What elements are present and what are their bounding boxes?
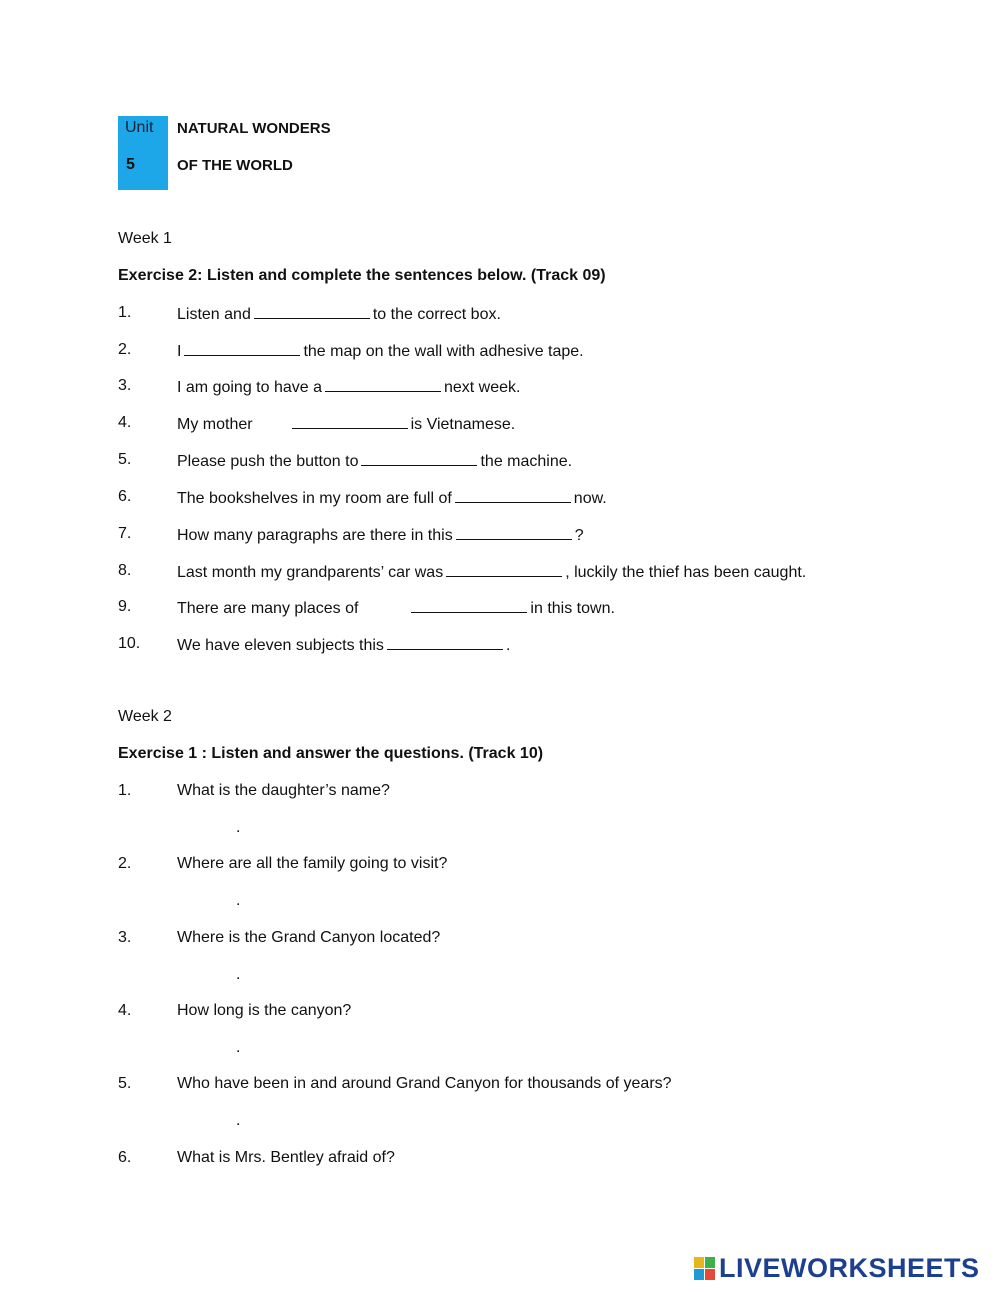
question-number: 5. (118, 1075, 132, 1092)
question-number: 2. (118, 855, 132, 872)
answer-blank[interactable] (411, 598, 527, 613)
question-text: How long is the canyon? (177, 1002, 352, 1019)
question-text: Who have been in and around Grand Canyon for thousands of years? (177, 1075, 672, 1092)
item-text-after: ? (574, 527, 584, 544)
item-number: 3. (118, 377, 132, 394)
item-number: 1. (118, 304, 132, 321)
week1-exercise-title: Exercise 2: Listen and complete the sentences below. (Track 09) (118, 267, 606, 284)
item-text (177, 488, 607, 508)
item-text-after: , luckily the thief has been caught. (565, 564, 807, 581)
unit-title-line1: NATURAL WONDERS (177, 120, 331, 137)
answer-blank[interactable] (446, 562, 562, 577)
item-text-before: We have eleven subjects this (177, 637, 384, 654)
liveworksheets-icon (694, 1257, 716, 1281)
item-text-before: The bookshelves in my room are full of (177, 490, 452, 507)
question-text: What is Mrs. Bentley afraid of? (177, 1149, 395, 1166)
unit-number: 5 (126, 156, 135, 173)
question-number: 1. (118, 782, 132, 799)
answer-blank[interactable] (292, 414, 408, 429)
item-text-before: There are many places of (177, 600, 359, 617)
item-number: 8. (118, 562, 132, 579)
question-number: 6. (118, 1149, 132, 1166)
item-text-before: I (177, 343, 182, 360)
answer-field[interactable]: . (236, 1039, 241, 1056)
item-text-before: I am going to have a (177, 379, 322, 396)
item-text (177, 304, 501, 324)
item-text (177, 414, 515, 434)
answer-blank[interactable] (254, 304, 370, 319)
item-text-after: the map on the wall with adhesive tape. (303, 343, 584, 360)
item-text (177, 341, 584, 361)
answer-field[interactable]: . (236, 892, 241, 909)
week2-exercise-title: Exercise 1 : Listen and answer the questions. (Track 10) (118, 745, 544, 762)
answer-blank[interactable] (325, 377, 441, 392)
item-text (177, 451, 572, 471)
answer-field[interactable]: . (236, 966, 241, 983)
question-text: Where are all the family going to visit? (177, 855, 448, 872)
item-text (177, 525, 584, 545)
answer-blank[interactable] (455, 488, 571, 503)
answer-blank[interactable] (361, 451, 477, 466)
week1-label: Week 1 (118, 230, 172, 247)
item-number: 4. (118, 414, 132, 431)
question-text: Where is the Grand Canyon located? (177, 929, 441, 946)
item-text (177, 598, 615, 618)
item-text (177, 635, 510, 655)
item-number: 6. (118, 488, 132, 505)
liveworksheets-logo[interactable] (694, 1253, 980, 1284)
item-number: 7. (118, 525, 132, 542)
item-text-after: is Vietnamese. (410, 416, 516, 433)
item-number: 10. (118, 635, 141, 652)
logo-text: LIVEWORKSHEETS (719, 1253, 980, 1283)
item-text-after: next week. (443, 379, 521, 396)
question-text: What is the daughter’s name? (177, 782, 390, 799)
answer-field[interactable]: . (236, 1112, 241, 1129)
question-number: 3. (118, 929, 132, 946)
item-number: 5. (118, 451, 132, 468)
week2-label: Week 2 (118, 708, 172, 725)
item-text-after: in this town. (530, 600, 615, 617)
unit-label: Unit (125, 119, 154, 136)
item-text-after: now. (573, 490, 607, 507)
item-text-before: Listen and (177, 306, 251, 323)
item-text (177, 377, 520, 397)
item-text-after: to the correct box. (372, 306, 501, 323)
answer-blank[interactable] (387, 635, 503, 650)
item-text-before: Please push the button to (177, 453, 359, 470)
item-number: 9. (118, 598, 132, 615)
item-text-after: . (505, 637, 511, 654)
item-text-before: Last month my grandparents’ car was (177, 564, 444, 581)
item-text-after: the machine. (480, 453, 573, 470)
question-number: 4. (118, 1002, 132, 1019)
answer-field[interactable]: . (236, 819, 241, 836)
item-text (177, 562, 806, 582)
answer-blank[interactable] (456, 525, 572, 540)
item-text-before: How many paragraphs are there in this (177, 527, 453, 544)
item-number: 2. (118, 341, 132, 358)
answer-blank[interactable] (184, 341, 300, 356)
unit-title-line2: OF THE WORLD (177, 157, 293, 174)
item-text-before: My mother (177, 416, 253, 433)
